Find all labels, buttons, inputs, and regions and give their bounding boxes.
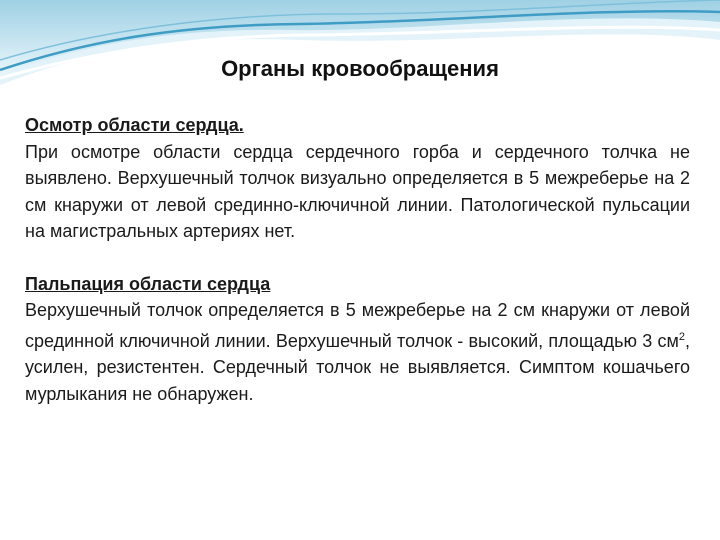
section-palpation-text-2: , усилен, резистентен. Сердечный толчок не выявляется. Симптом кошачьего мурлыкания не обнаружен.	[25, 330, 690, 404]
section-inspection-heading: Осмотр области сердца.	[25, 115, 244, 135]
section-palpation	[25, 271, 690, 408]
section-palpation-text-1: Верхушечный толчок определяется в 5 межреберье на 2 см кнаружи от левой срединной ключичной линии. Верхушечный толчок - высокий, площадью 3 см	[25, 300, 690, 351]
section-palpation-heading: Пальпация области сердца	[25, 273, 271, 294]
section-inspection	[25, 112, 690, 245]
section-inspection-text: При осмотре области сердца сердечного горба и сердечного толчка не выявлено. Верхушечный толчок визуально определяется в 5 межреберье на 2 см кнаружи от левой срединно-ключичной линии. Патологической пульсации на магистральных артериях нет.	[25, 141, 690, 241]
slide-title: Органы кровообращения	[221, 56, 499, 81]
slide-content	[25, 112, 690, 407]
superscript-2: 2	[678, 330, 685, 343]
